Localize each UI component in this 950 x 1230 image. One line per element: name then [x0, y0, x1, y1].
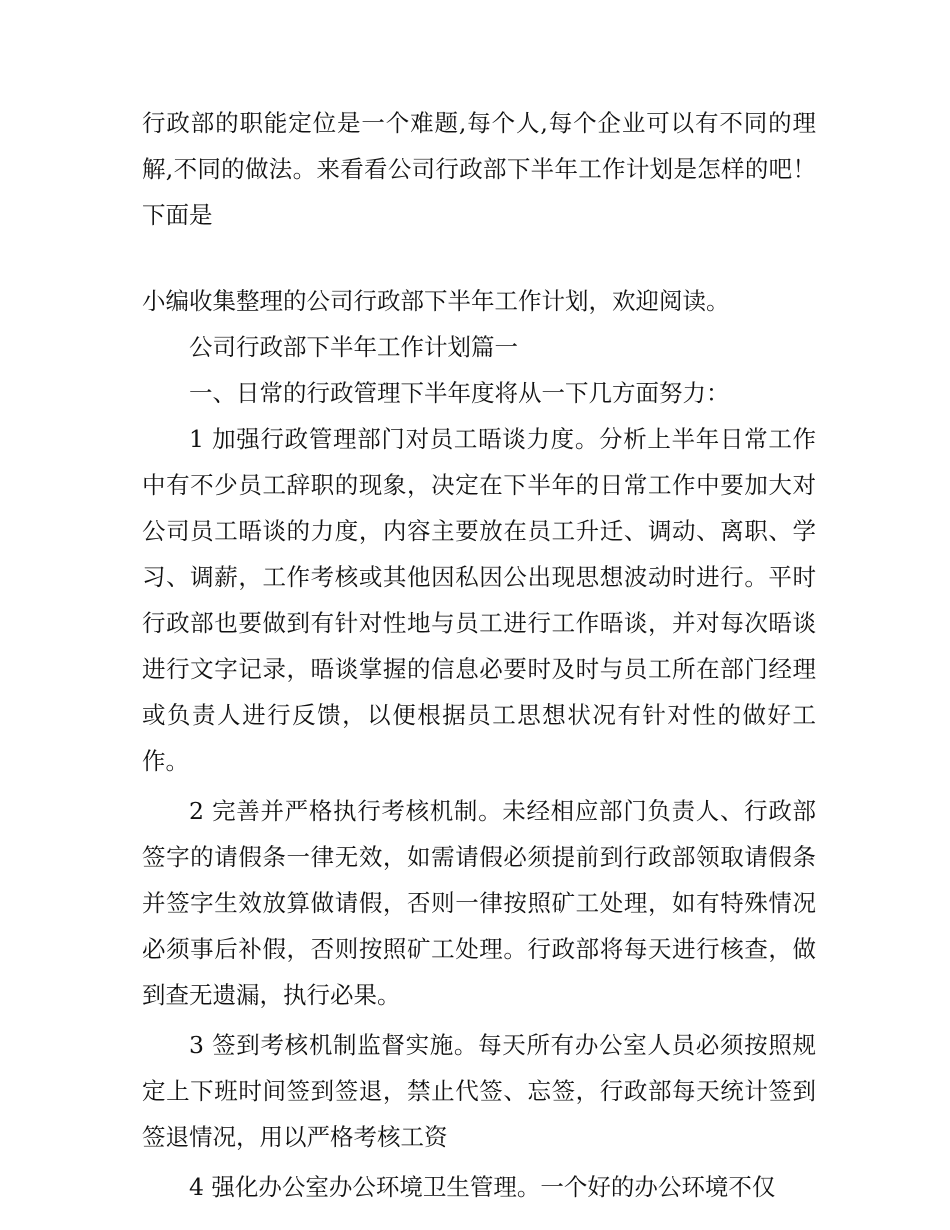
list-item: 4 强化办公室办公环境卫生管理。一个好的办公环境不仅	[189, 1173, 776, 1201]
list-item: 3 签到考核机制监督实施。每天所有办公室人员必须按照规定上下班时间签到签退，禁止代签、忘签，行政部每天统计签到签退情况，用以严格考核工资	[142, 1031, 816, 1151]
list-item: 2 完善并严格执行考核机制。未经相应部门负责人、行政部签字的请假条一律无效，如需请假必须提前到行政部领取请假条并签字生效放算做请假，否则一律按照矿工处理，如有特殊情况必须事后补假，否则按照矿工处理。行政部将每天进行核查，做到查无遗漏，执行必果。	[142, 797, 816, 1009]
intro-paragraph: 行政部的职能定位是一个难题,每个人,每个企业可以有不同的理解,不同的做法。来看看公司行政部下半年工作计划是怎样的吧！下面是	[142, 109, 816, 229]
intro-continuation: 小编收集整理的公司行政部下半年工作计划，欢迎阅读。	[142, 287, 730, 315]
section-title: 公司行政部下半年工作计划篇一	[189, 333, 518, 361]
document-page	[142, 100, 816, 1210]
subsection-title: 一、日常的行政管理下半年度将从一下几方面努力：	[189, 379, 730, 407]
list-item: 1 加强行政管理部门对员工晤谈力度。分析上半年日常工作中有不少员工辞职的现象，决定在下半年的日常工作中要加大对公司员工晤谈的力度，内容主要放在员工升迁、调动、离职、学习、调薪，工作考核或其他因私因公出现思想波动时进行。平时行政部也要做到有针对性地与员工进行工作晤谈，并对每次晤谈进行文字记录，晤谈掌握的信息必要时及时与员工所在部门经理或负责人进行反馈，以便根据员工思想状况有针对性的做好工作。	[142, 425, 816, 775]
